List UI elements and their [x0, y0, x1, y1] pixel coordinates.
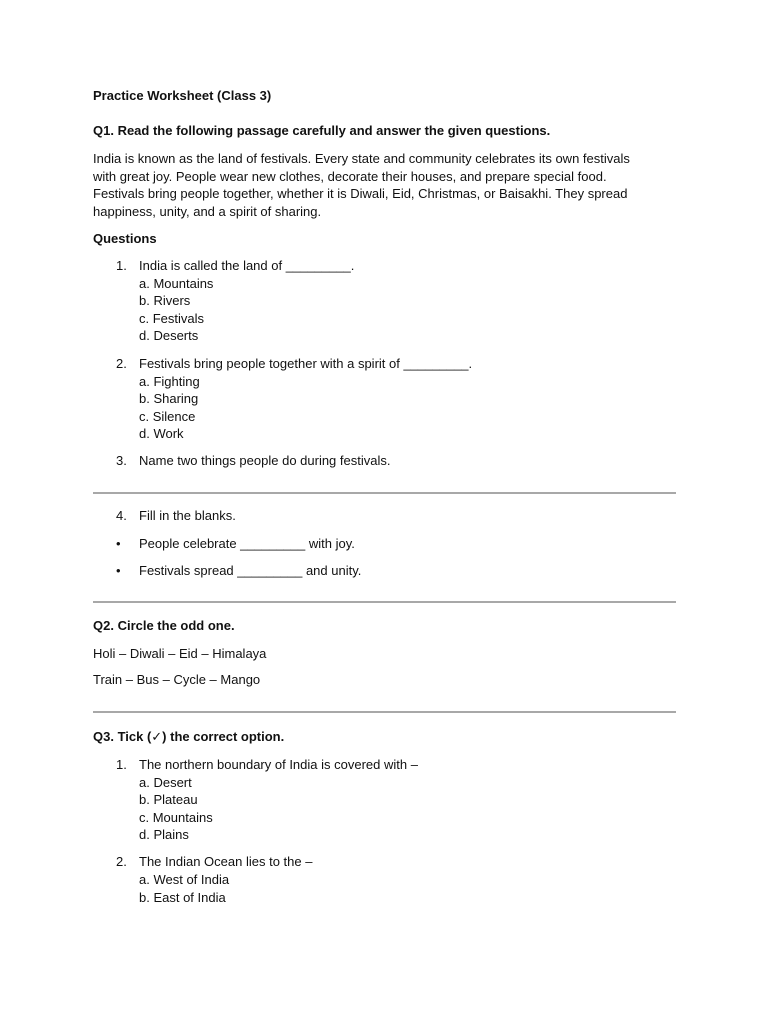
- odd-one-line: Train – Bus – Cycle – Mango: [93, 672, 261, 687]
- question-text: The Indian Ocean lies to the –: [139, 854, 313, 869]
- question-number: 2.: [116, 356, 127, 371]
- question-number: 2.: [116, 854, 127, 869]
- option: b. Plateau: [139, 792, 198, 807]
- bullet-icon: •: [116, 536, 121, 551]
- worksheet-title: Practice Worksheet (Class 3): [93, 88, 272, 103]
- option: a. Desert: [139, 774, 192, 790]
- passage-line: Festivals bring people together, whether it is Diwali, Eid, Christmas, or Baisakhi. They spread: [93, 186, 628, 202]
- q1-passage: [93, 150, 683, 220]
- option: a. Fighting: [139, 373, 200, 389]
- option: b. Sharing: [139, 391, 199, 406]
- option: d. Work: [139, 426, 184, 441]
- option: d. Plains: [139, 827, 189, 842]
- passage-line: with great joy. People wear new clothes, decorate their houses, and prepare special food.: [93, 168, 607, 184]
- question-text: The northern boundary of India is covered with –: [139, 757, 418, 772]
- bullet-icon: •: [116, 563, 121, 578]
- question-text: Fill in the blanks.: [139, 508, 236, 523]
- question-text: India is called the land of _________.: [139, 258, 355, 273]
- q3-heading: Q3. Tick (✓) the correct option.: [93, 729, 285, 744]
- question-text: Festivals bring people together with a spirit of _________.: [139, 356, 473, 371]
- question-number: 3.: [116, 453, 127, 468]
- option: c. Mountains: [139, 809, 213, 825]
- questions-label: Questions: [93, 231, 157, 246]
- divider: [93, 711, 676, 713]
- option: d. Deserts: [139, 328, 199, 343]
- odd-one-line: Holi – Diwali – Eid – Himalaya: [93, 646, 267, 661]
- divider: [93, 492, 676, 494]
- divider: [93, 601, 676, 603]
- fill-blank-line: People celebrate _________ with joy.: [139, 536, 355, 551]
- option: b. Rivers: [139, 293, 191, 308]
- option: c. Silence: [139, 408, 196, 424]
- question-number: 1.: [116, 757, 127, 772]
- fill-blank-line: Festivals spread _________ and unity.: [139, 563, 362, 578]
- option: c. Festivals: [139, 310, 205, 326]
- option: b. East of India: [139, 890, 226, 905]
- question-text: Name two things people do during festivals.: [139, 453, 391, 468]
- q2-heading: Q2. Circle the odd one.: [93, 618, 235, 633]
- question-number: 1.: [116, 258, 127, 273]
- passage-line: happiness, unity, and a spirit of sharing.: [93, 203, 322, 219]
- passage-line: India is known as the land of festivals. Every state and community celebrates its own festivals: [93, 151, 630, 166]
- option: a. Mountains: [139, 275, 214, 291]
- option: a. West of India: [139, 872, 230, 887]
- q1-heading: Q1. Read the following passage carefully and answer the given questions.: [93, 123, 551, 138]
- question-number: 4.: [116, 508, 127, 523]
